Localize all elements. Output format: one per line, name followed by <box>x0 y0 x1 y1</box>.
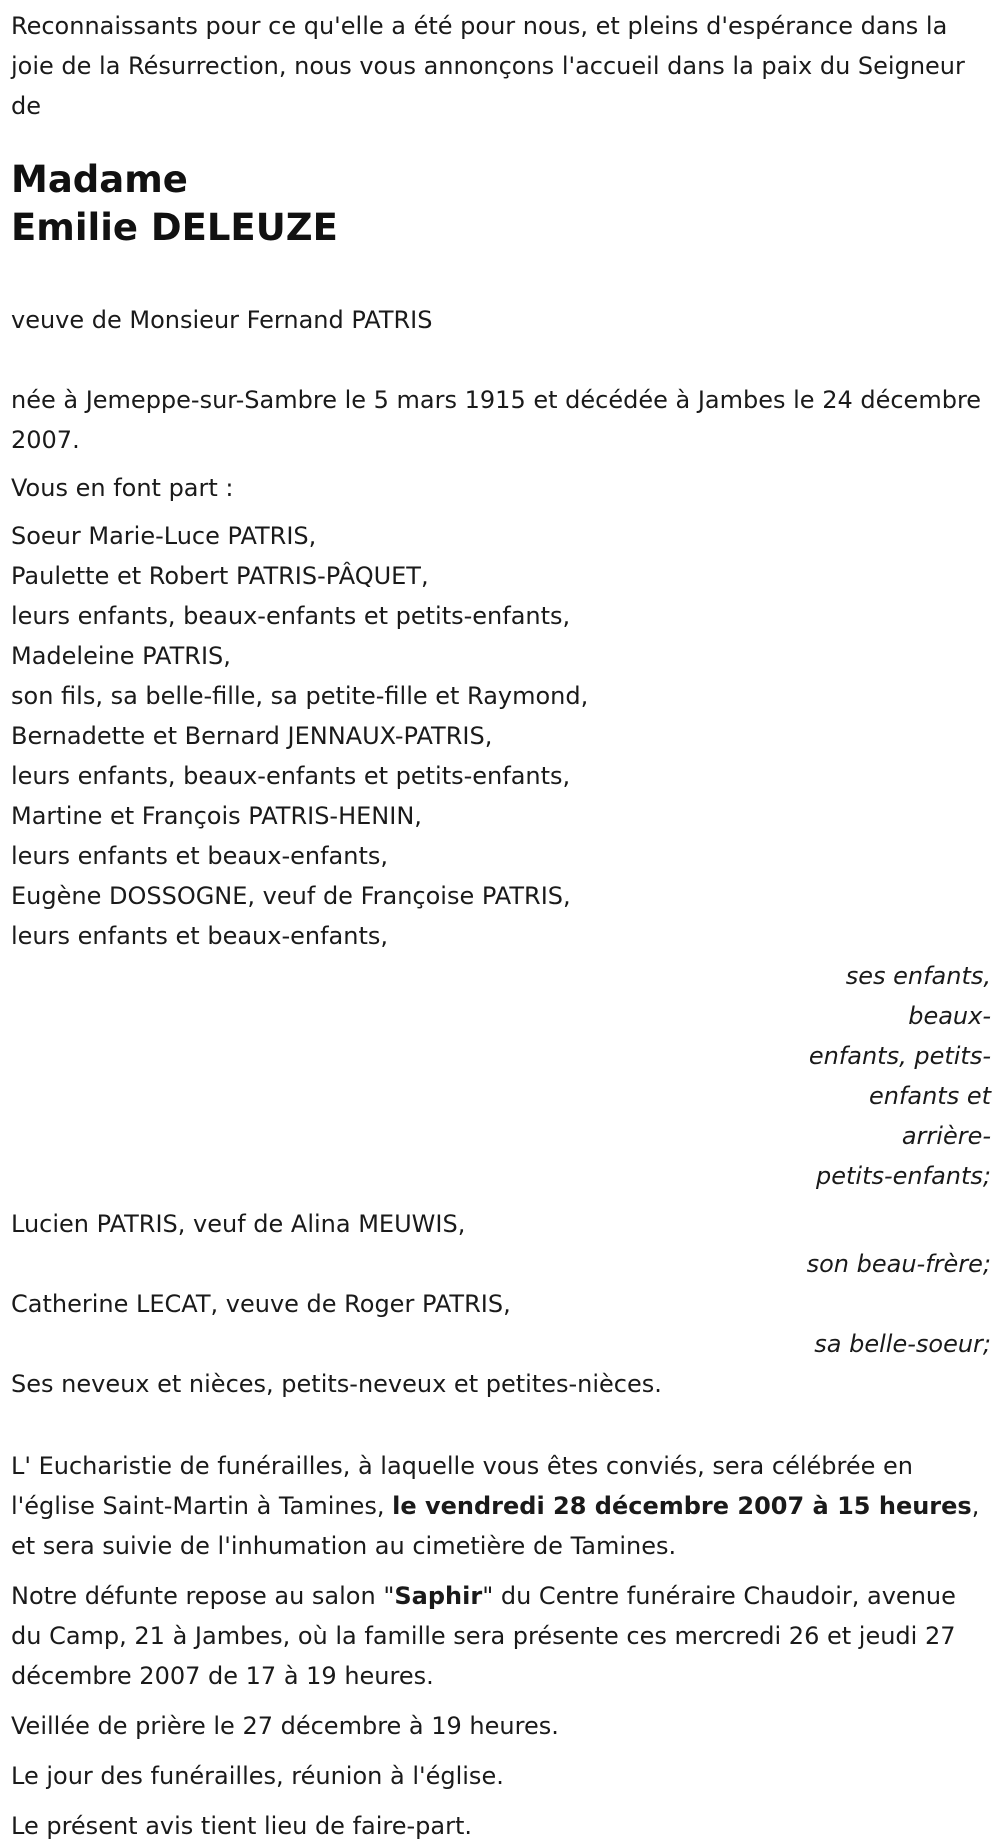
family-line: leurs enfants et beaux-enfants, <box>11 842 389 870</box>
family-line: leurs enfants et beaux-enfants, <box>11 922 389 950</box>
family-list <box>11 516 991 956</box>
meeting-text: Le jour des funérailles, réunion à l'église. <box>11 1762 504 1790</box>
children-relation <box>781 956 991 1196</box>
brother-in-law-entry <box>11 1204 991 1284</box>
family-line: Paulette et Robert PATRIS-PÂQUET, <box>11 562 429 590</box>
family-line: Bernadette et Bernard JENNAUX-PATRIS, <box>11 722 493 750</box>
funeral-text-before: L' Eucharistie de funérailles, à laquelle vous êtes conviés, sera célébrée en l'église Saint-Martin à Tamines, <box>11 1452 913 1520</box>
family-line: leurs enfants, beaux-enfants et petits-enfants, <box>11 602 571 630</box>
family-line: Eugène DOSSOGNE, veuf de Françoise PATRIS, <box>11 882 571 910</box>
notice-text: Le présent avis tient lieu de faire-part. <box>11 1812 473 1840</box>
brother-in-law-relation: son beau-frère; <box>806 1250 991 1278</box>
widow-of-text: veuve de Monsieur Fernand PATRIS <box>11 306 433 334</box>
sister-in-law-name: Catherine LECAT, veuve de Roger PATRIS, <box>11 1290 511 1318</box>
brother-in-law-name: Lucien PATRIS, veuf de Alina MEUWIS, <box>11 1210 466 1238</box>
announce-text: Vous en font part : <box>11 474 234 502</box>
notice-content <box>11 6 991 1846</box>
relation-line: ses enfants, beaux- <box>845 962 991 1030</box>
rest-text-after: " du Centre funéraire Chaudoir, avenue du Camp, 21 à Jambes, où la famille sera présente ces mercredi 26 et jeudi 27 décembre 2007 de 17 à 19 heures. <box>11 1582 956 1690</box>
family-line: Soeur Marie-Luce PATRIS, <box>11 522 317 550</box>
nephews-text: Ses neveux et nièces, petits-neveux et petites-nièces. <box>11 1370 662 1398</box>
relation-line: petits-enfants; <box>816 1162 991 1190</box>
birth-death-text: née à Jemeppe-sur-Sambre le 5 mars 1915 et décédée à Jambes le 24 décembre 2007. <box>11 386 982 454</box>
relation-line: enfants, petits- <box>808 1042 991 1070</box>
funeral-date: le vendredi 28 décembre 2007 à 15 heures <box>392 1492 972 1520</box>
deceased-name-block <box>11 156 991 252</box>
deceased-title: Madame <box>11 158 188 201</box>
sister-in-law-relation: sa belle-soeur; <box>814 1330 991 1358</box>
relation-line: enfants et arrière- <box>868 1082 991 1150</box>
rest-text <box>11 1576 991 1696</box>
family-line: Madeleine PATRIS, <box>11 642 231 670</box>
family-line: Martine et François PATRIS-HENIN, <box>11 802 422 830</box>
salon-name: Saphir <box>394 1582 483 1610</box>
family-line: leurs enfants, beaux-enfants et petits-enfants, <box>11 762 571 790</box>
funeral-text <box>11 1446 991 1566</box>
rest-text-before: Notre défunte repose au salon " <box>11 1582 395 1610</box>
deceased-name: Emilie DELEUZE <box>11 206 338 249</box>
intro-text: Reconnaissants pour ce qu'elle a été pour nous, et pleins d'espérance dans la joie de la Résurrection, nous vous annonçons l'accueil dans la paix du Seigneur de <box>11 12 965 120</box>
sister-in-law-entry <box>11 1284 991 1364</box>
funeral-text-after: , et sera suivie de l'inhumation au cimetière de Tamines. <box>11 1492 980 1560</box>
vigil-text: Veillée de prière le 27 décembre à 19 heures. <box>11 1712 559 1740</box>
family-line: son fils, sa belle-fille, sa petite-fille et Raymond, <box>11 682 589 710</box>
